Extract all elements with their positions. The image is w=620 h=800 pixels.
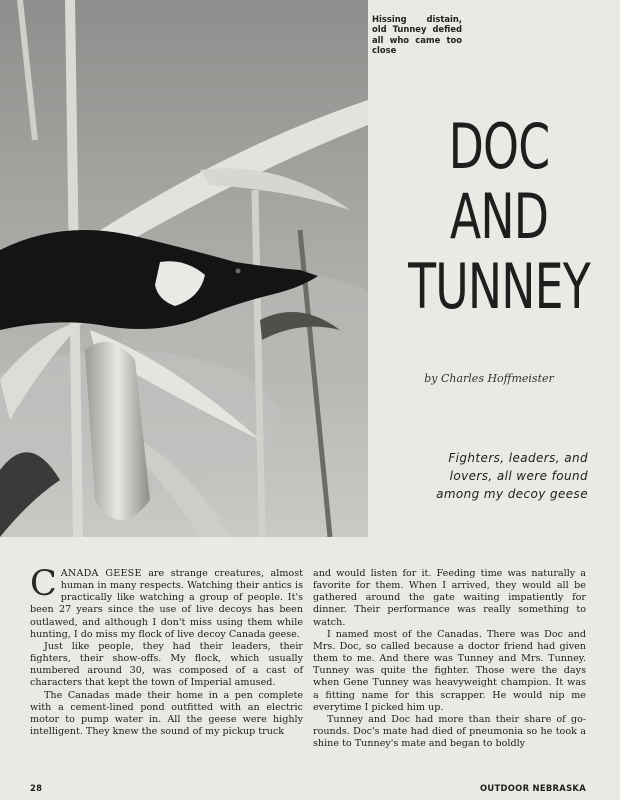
- title-line-2: AND: [449, 180, 549, 253]
- body-paragraph: Just like people, they had their leaders, their fighters, their show-offs. My flock, which usually numbered around 30, was composed of a cast of characters that kept the town of Imperial amused.: [30, 640, 303, 689]
- lead-in-caps: ANADA GEESE: [60, 568, 142, 579]
- body-column-2: [313, 568, 586, 786]
- body-paragraph: and would listen for it. Feeding time was naturally a favorite for them. When I arrived, they would all be gathered around the gate waiting impatiently for dinner. Their performance was really something to watch.: [313, 568, 586, 628]
- page-number: 28: [30, 783, 43, 793]
- paragraph-text: are strange creatures, almost human in many respects. Watching their antics is practically like watching a group of people. It's been 27 years since the use of live decoys has been outlawed, and although I don't miss using them while hunting, I do miss my flock of live decoy Canada geese.: [30, 568, 303, 640]
- author-byline: by Charles Hoffmeister: [424, 372, 554, 385]
- drop-cap: C: [30, 564, 57, 604]
- article-title: [378, 112, 620, 322]
- body-paragraph: [30, 564, 303, 641]
- body-paragraph: I named most of the Canadas. There was Doc and Mrs. Doc, so called because a doctor friend had given them to me. And there was Tunney and Mrs. Tunney. Tunney was quite the fighter. Those were the days when Gene Tunney was heavyweight champion. It was a fitting name for this scrapper. He would nip me everytime I picked him up.: [313, 628, 586, 713]
- article-body: [30, 564, 586, 786]
- title-line-1: DOC: [448, 110, 550, 183]
- magazine-name: OUTDOOR NEBRASKA: [479, 783, 586, 793]
- body-column-1: [30, 564, 303, 786]
- goose-photo: [0, 0, 368, 537]
- goose-in-corn-image: [0, 0, 368, 537]
- deck-line-3: among my decoy geese: [436, 487, 588, 501]
- body-paragraph: The Canadas made their home in a pen complete with a cement-lined pond outfitted with an electric motor to pump water in. All the geese were highly intelligent. They knew the sound of my pickup truck: [30, 689, 303, 738]
- body-paragraph: Tunney and Doc had more than their share of go-rounds. Doc's mate had died of pneumonia so he took a shine to Tunney's mate and began to boldly: [313, 713, 586, 750]
- photo-caption: Hissing distain, old Tunney defied all who came too close: [372, 14, 462, 56]
- deck-line-1: Fighters, leaders, and: [448, 451, 588, 465]
- title-line-3: TUNNEY: [408, 250, 590, 323]
- deck-line-2: lovers, all were found: [449, 469, 588, 483]
- article-deck: [400, 449, 588, 503]
